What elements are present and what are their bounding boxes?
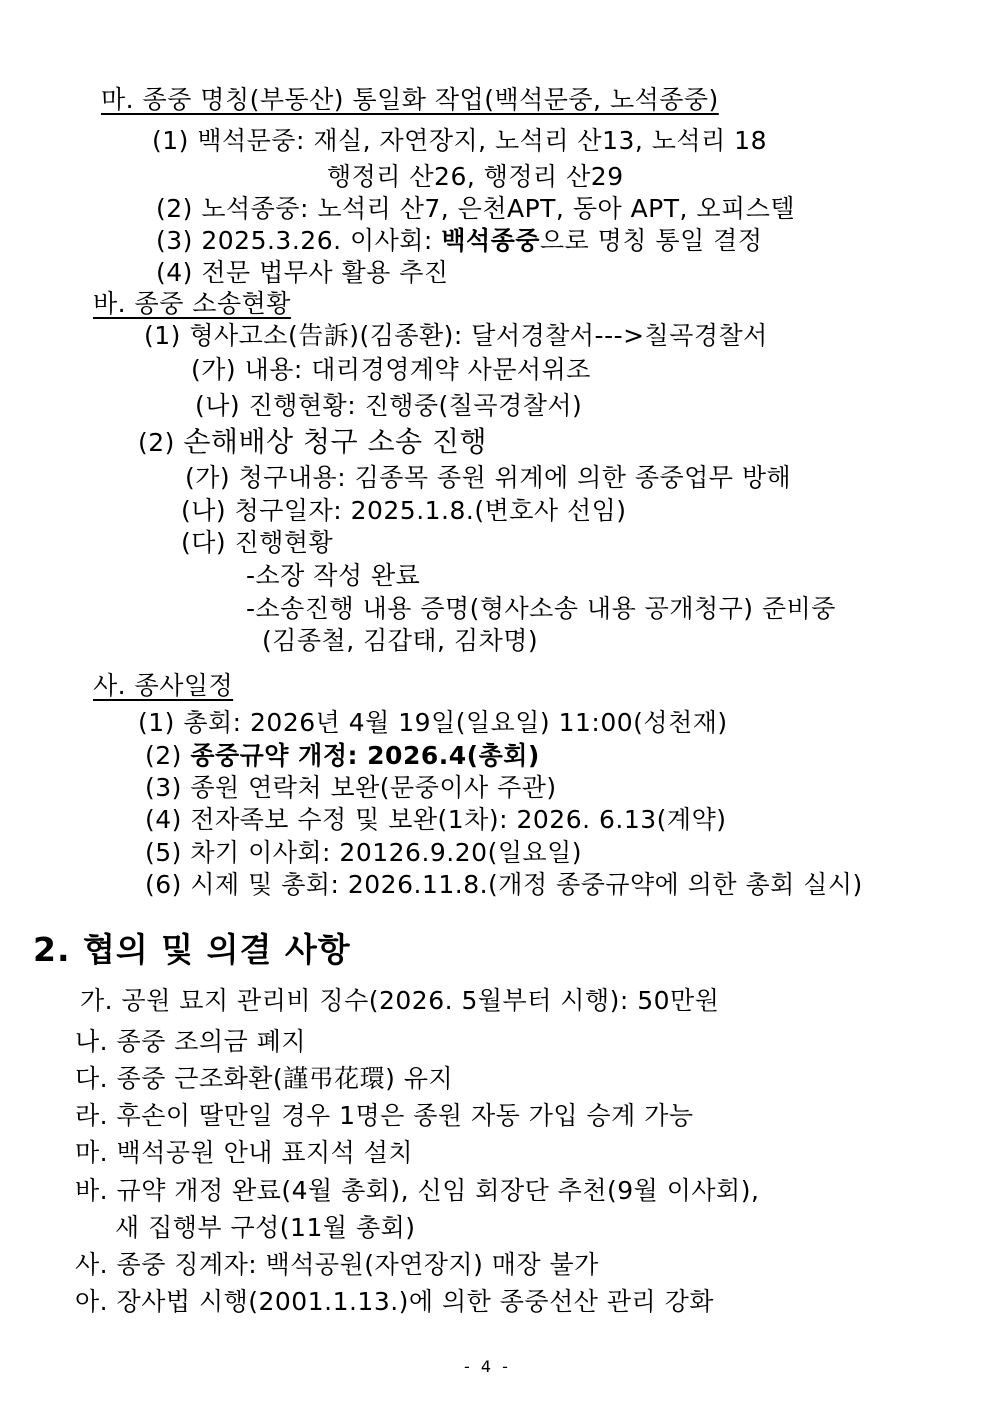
section-ba-item-2-da-line-3: (김종철, 김갑태, 김차명)	[262, 626, 539, 655]
section-ma-item-4: (4) 전문 법무사 활용 추진	[156, 258, 449, 287]
section-ba-item-1: (1) 형사고소(告訴)(김종환): 달서경찰서--->칠곡경찰서	[144, 321, 768, 350]
section-sa-item-4: (4) 전자족보 수정 및 보완(1차): 2026. 6.13(계약)	[145, 805, 727, 834]
section-ma-item-3	[156, 226, 762, 256]
section-2-title: 2. 협의 및 의결 사항	[33, 930, 351, 969]
section-ba-item-2-number: (2)	[138, 428, 184, 457]
section-ma-item-3-bold: 백석종중	[441, 226, 540, 255]
section-2-item-ba: 바. 규약 개정 완료(4월 총회), 신임 회장단 추천(9월 이사회),	[75, 1176, 760, 1205]
section-ma-heading: 마. 종중 명칭(부동산) 통일화 작업(백석문중, 노석종중)	[101, 85, 719, 114]
section-ba-heading: 바. 종중 소송현황	[93, 289, 291, 318]
section-ba-item-2-da: (다) 진행현황	[181, 528, 334, 557]
section-sa-item-2-bold: 종중규약 개정: 2026.4(총회)	[190, 741, 540, 770]
section-2-item-da: 다. 종중 근조화환(謹弔花環) 유지	[75, 1064, 454, 1093]
section-sa-item-1: (1) 총회: 2026년 4월 19일(일요일) 11:00(성천재)	[138, 708, 728, 737]
section-sa-item-3: (3) 종원 연락처 보완(문중이사 주관)	[145, 773, 557, 802]
section-ma-item-2: (2) 노석종중: 노석리 산7, 은천APT, 동아 APT, 오피스텔	[156, 194, 796, 223]
section-ma-item-3-suffix: 으로 명칭 통일 결정	[539, 226, 763, 255]
section-sa-item-6: (6) 시제 및 총회: 2026.11.8.(개정 종중규약에 의한 총회 실시)	[145, 870, 863, 899]
page-number: - 4 -	[464, 1357, 511, 1376]
section-ma-item-1: (1) 백석문중: 재실, 자연장지, 노석리 산13, 노석리 18	[152, 126, 767, 155]
section-2-item-sa: 사. 종중 징계자: 백석공원(자연장지) 매장 불가	[75, 1250, 599, 1279]
section-2-item-ma: 마. 백석공원 안내 표지석 설치	[75, 1138, 414, 1167]
section-ba-item-2-da-line-2: -소송진행 내용 증명(형사소송 내용 공개청구) 준비중	[246, 594, 836, 623]
section-2-item-ra: 라. 후손이 딸만일 경우 1명은 종원 자동 가입 승계 가능	[75, 1101, 694, 1130]
section-ma-item-1-continued: 행정리 산26, 행정리 산29	[327, 162, 624, 191]
section-ba-item-2-ga: (가) 청구내용: 김종목 종원 위계에 의한 종중업무 방해	[185, 463, 792, 492]
section-sa-heading: 사. 종사일정	[93, 671, 234, 700]
section-2-item-ba-continued: 새 집행부 구성(11월 총회)	[115, 1213, 416, 1242]
section-ba-item-2-na: (나) 청구일자: 2025.1.8.(변호사 선임)	[181, 496, 627, 525]
section-ba-item-1-ga: (가) 내용: 대리경영계약 사문서위조	[191, 355, 591, 384]
section-ba-item-2-da-line-1: -소장 작성 완료	[246, 561, 421, 590]
section-2-item-na: 나. 종중 조의금 폐지	[75, 1027, 306, 1056]
section-ba-item-2	[138, 427, 487, 458]
section-ba-item-2-title: 손해배상 청구 소송 진행	[183, 425, 488, 458]
section-sa-item-2	[145, 741, 540, 771]
section-ma-item-3-prefix: (3) 2025.3.26. 이사회:	[156, 226, 442, 255]
section-2-item-a: 아. 장사법 시행(2001.1.13.)에 의한 종중선산 관리 강화	[75, 1287, 714, 1316]
section-sa-item-5: (5) 차기 이사회: 20126.9.20(일요일)	[145, 838, 583, 867]
section-2-item-ga: 가. 공원 묘지 관리비 징수(2026. 5월부터 시행): 50만원	[80, 986, 720, 1015]
section-sa-item-2-number: (2)	[145, 741, 191, 770]
section-ba-item-1-na: (나) 진행현황: 진행중(칠곡경찰서)	[195, 391, 583, 420]
